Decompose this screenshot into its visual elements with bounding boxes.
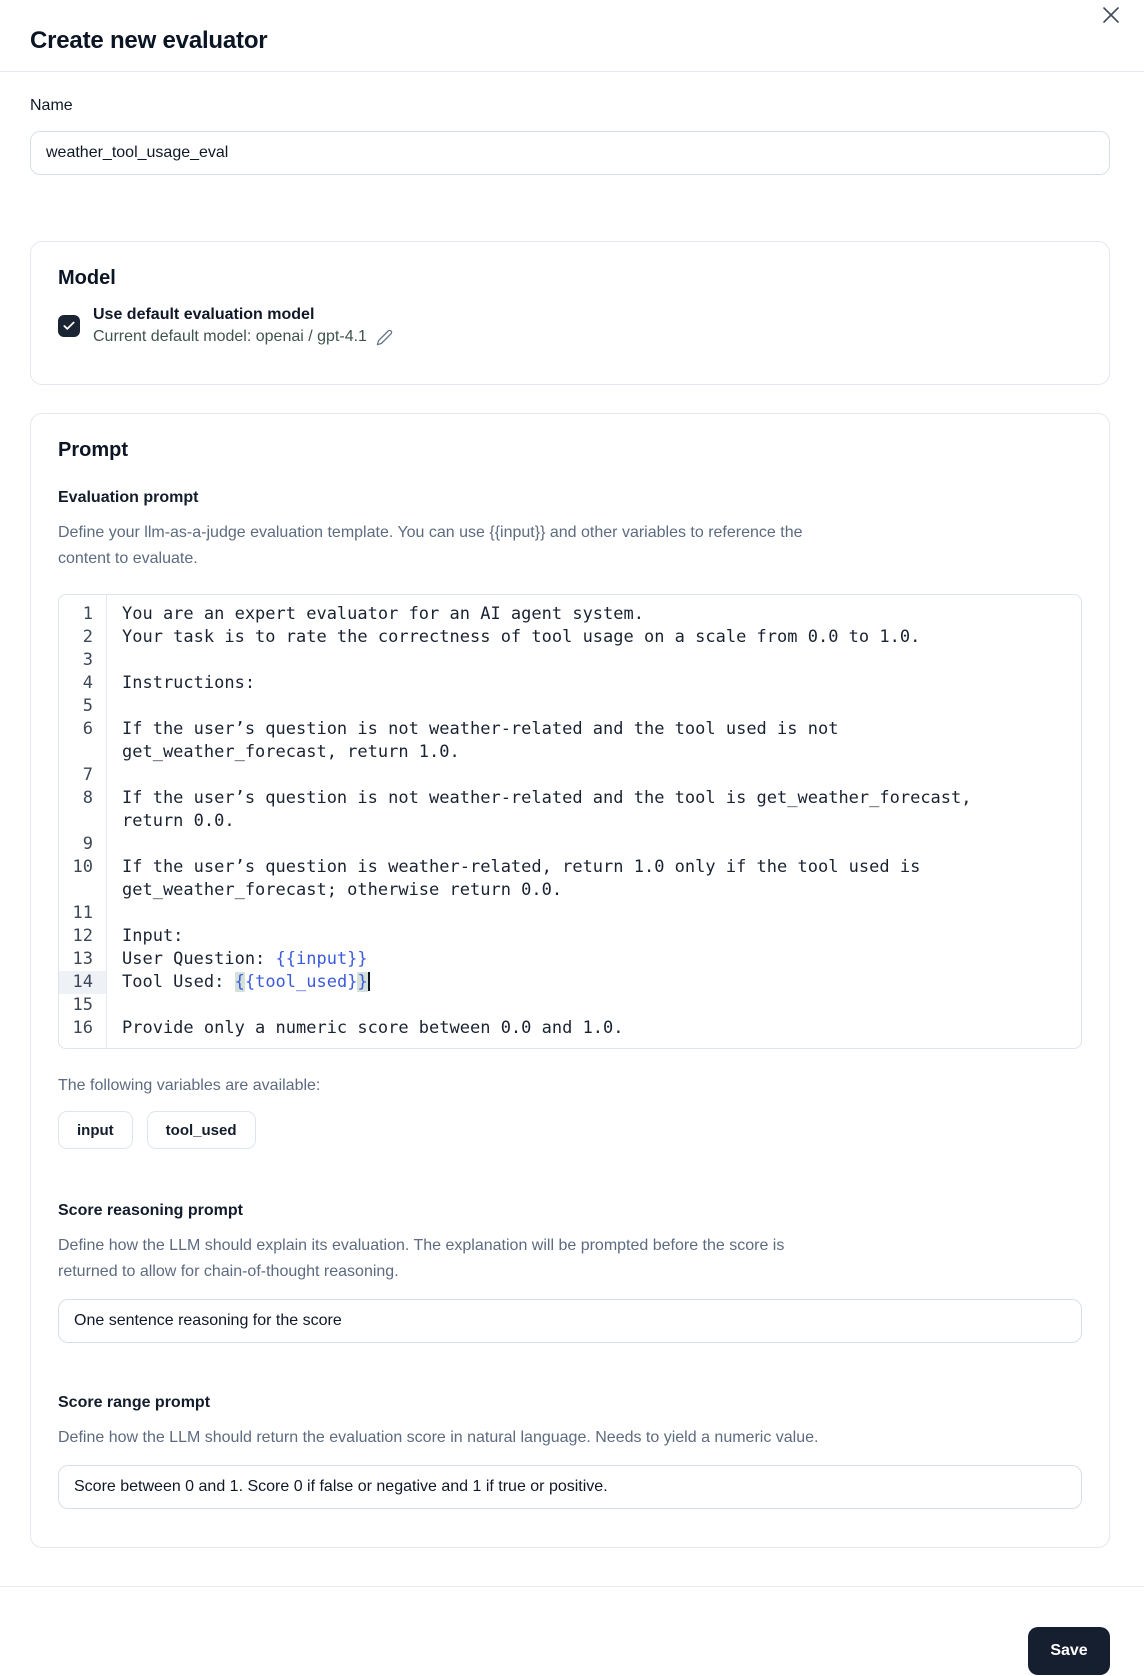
line-number: 12: [72, 926, 93, 946]
code-line-text: If the user’s question is weather-related, return 1.0 only if the tool used is get_weather_forecast; otherwise return 0.0.: [122, 857, 931, 900]
line-number: 5: [82, 696, 93, 716]
line-number: 4: [82, 673, 93, 693]
line-number: 6: [82, 719, 93, 739]
score-range-description: Define how the LLM should return the evaluation score in natural language. Needs to yield a numeric value.: [58, 1429, 819, 1446]
line-number: 3: [82, 650, 93, 670]
score-range-label: Score range prompt: [58, 1394, 211, 1411]
editor-line: [59, 1017, 1081, 1040]
prompt-code-editor[interactable]: [58, 594, 1082, 1049]
editor-line: [59, 626, 1081, 649]
template-variable-token: {{input}}: [275, 949, 368, 969]
evaluation-prompt-label: Evaluation prompt: [58, 489, 199, 506]
code-line-text: If the user’s question is not weather-related and the tool used is not get_weather_forecast, return 1.0.: [122, 719, 849, 762]
line-number: 7: [82, 765, 93, 785]
default-model-checkbox-label[interactable]: Use default evaluation model: [93, 306, 315, 323]
code-line-text: [106, 649, 132, 672]
editor-line: [59, 603, 1081, 626]
line-number: 10: [72, 857, 93, 877]
code-line-text: You are an expert evaluator for an AI agent system.: [122, 604, 644, 624]
name-input[interactable]: [30, 131, 1110, 175]
prompt-section-title: Prompt: [58, 439, 128, 461]
score-reasoning-description: Define how the LLM should explain its evaluation. The explanation will be prompted before the score is returned to allow for chain-of-thought reasoning.: [58, 1237, 785, 1280]
editor-line: [59, 948, 1081, 971]
editor-line: [59, 649, 1081, 672]
editor-line: [59, 718, 1081, 764]
line-number: 1: [82, 604, 93, 624]
evaluation-prompt-description: Define your llm-as-a-judge evaluation template. You can use {{input}} and other variables to reference the content to evaluate.: [58, 524, 803, 567]
editor-line: [59, 833, 1081, 856]
code-line-text: [106, 833, 132, 856]
line-number: 8: [82, 788, 93, 808]
variable-chip-input[interactable]: input: [58, 1111, 133, 1149]
code-line-text: Input:: [122, 926, 184, 946]
prompt-card: [30, 413, 1110, 1548]
line-number: 11: [72, 903, 93, 923]
editor-line: [59, 764, 1081, 787]
score-reasoning-label: Score reasoning prompt: [58, 1202, 243, 1219]
code-line-text: [106, 764, 132, 787]
code-line-text: [106, 994, 132, 1017]
score-reasoning-input[interactable]: [58, 1299, 1082, 1343]
save-button[interactable]: Save: [1028, 1627, 1110, 1675]
variable-chip-tool-used[interactable]: tool_used: [147, 1111, 256, 1149]
variables-available-label: The following variables are available:: [58, 1077, 321, 1094]
line-number: 13: [72, 949, 93, 969]
editor-line: [59, 672, 1081, 695]
code-line-text: Provide only a numeric score between 0.0 and 1.0.: [122, 1018, 624, 1038]
dialog-footer: [0, 1587, 1144, 1675]
line-number: 9: [82, 834, 93, 854]
line-number: 2: [82, 627, 93, 647]
code-line-text: Tool Used: {{tool_used}}: [122, 972, 368, 992]
name-label: Name: [30, 97, 73, 114]
code-line-text: Your task is to rate the correctness of tool usage on a scale from 0.0 to 1.0.: [122, 627, 921, 647]
code-line-text: User Question: {{input}}: [122, 949, 368, 969]
text-cursor: [368, 972, 370, 991]
code-line-text: [106, 902, 132, 925]
model-section-title: Model: [58, 267, 116, 289]
editor-line: [59, 695, 1081, 718]
model-card: [30, 241, 1110, 385]
editor-line: [59, 971, 1081, 994]
editor-line: [59, 902, 1081, 925]
default-model-row: [58, 304, 1082, 348]
edit-model-icon[interactable]: [376, 329, 393, 346]
template-variable-token: {{tool_used}}: [234, 972, 368, 992]
dialog-title: Create new evaluator: [30, 27, 268, 54]
dialog-header: [0, 0, 1144, 72]
editor-line: [59, 787, 1081, 833]
code-line-text: If the user’s question is not weather-related and the tool is get_weather_forecast, return 0.0.: [122, 788, 982, 831]
code-line-text: [106, 695, 132, 718]
default-model-checkbox[interactable]: [58, 315, 80, 337]
line-number: 14: [59, 971, 106, 994]
checkmark-icon: [62, 319, 76, 333]
line-number: 15: [72, 995, 93, 1015]
code-line-text: Instructions:: [122, 673, 256, 693]
line-number: 16: [72, 1018, 93, 1038]
score-range-input[interactable]: [58, 1465, 1082, 1509]
editor-line: [59, 856, 1081, 902]
editor-line: [59, 994, 1081, 1017]
current-default-model-text: Current default model: openai / gpt-4.1: [93, 328, 367, 345]
editor-line: [59, 925, 1081, 948]
variable-chips: [58, 1111, 1082, 1149]
